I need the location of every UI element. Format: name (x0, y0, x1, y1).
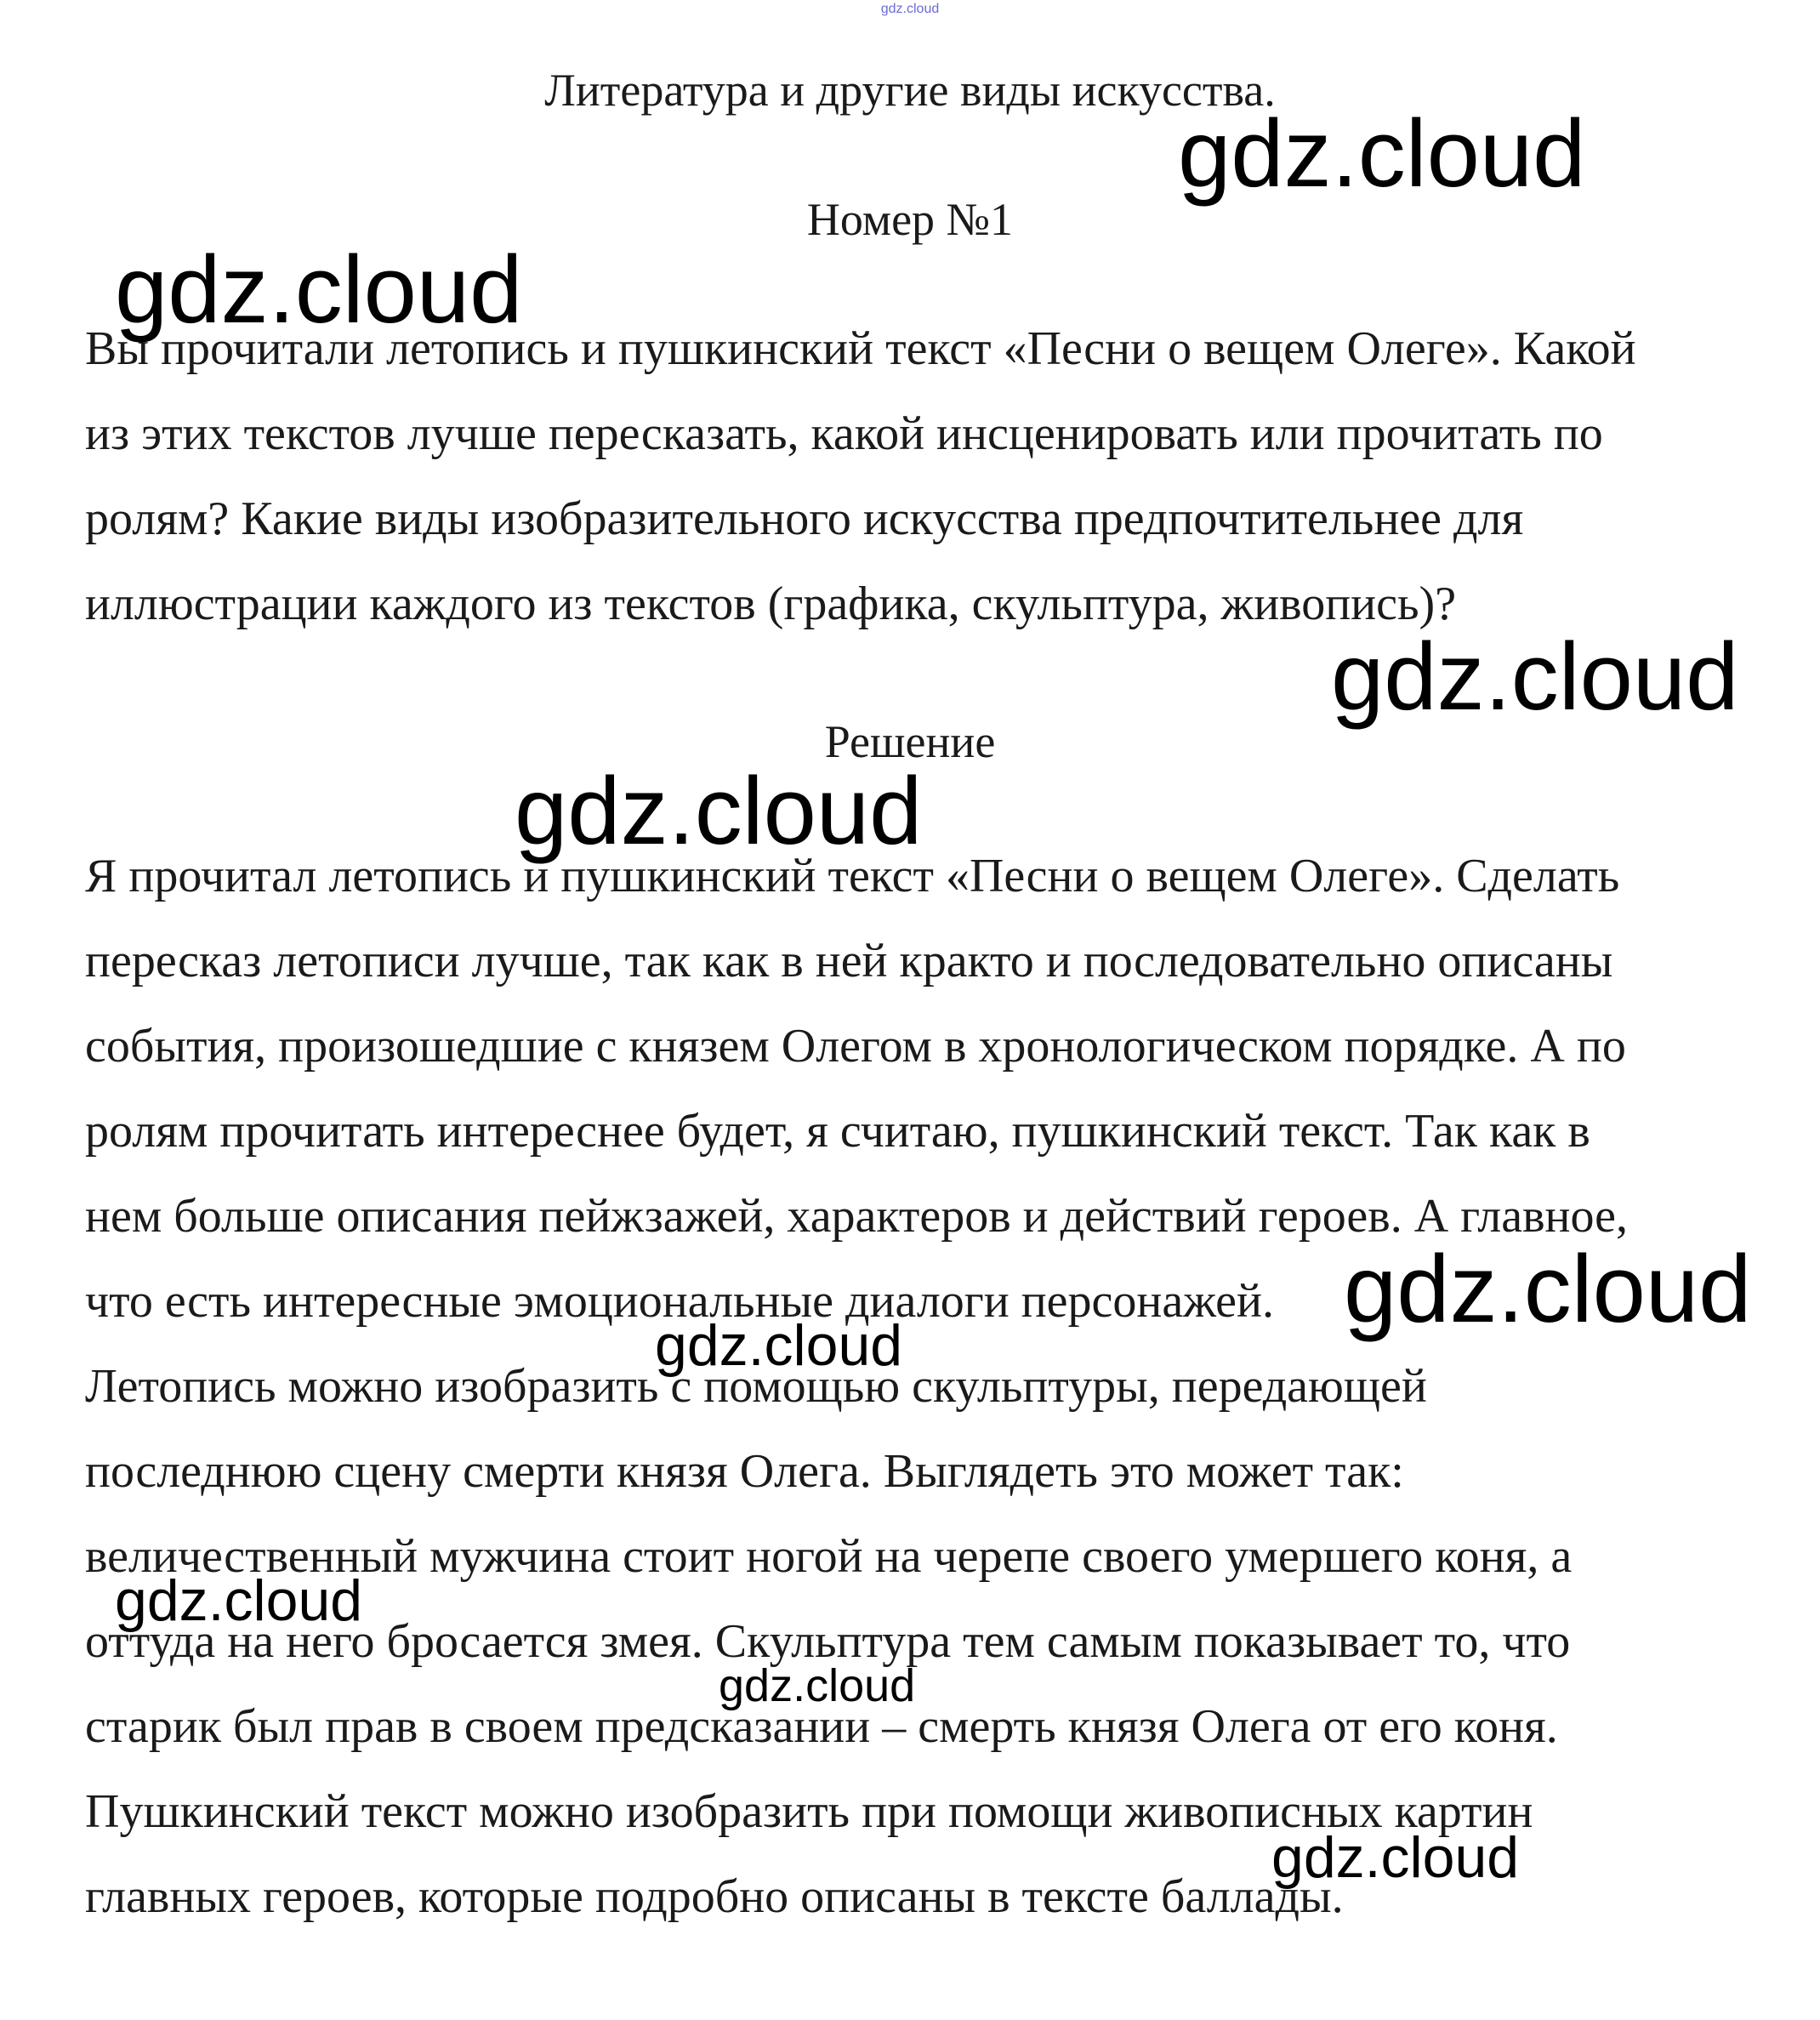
solution-heading: Решение (824, 716, 996, 767)
question-text (85, 306, 1752, 646)
section-heading: Литература и другие виды искусства. (544, 65, 1276, 116)
answer-line: главных героев, которые подробно описаны в тексте баллады. (85, 1870, 1344, 1923)
answer-line: последнюю сцену смерти князя Олега. Выглядеть это может так: (85, 1445, 1404, 1498)
watermark: gdz.cloud (115, 236, 523, 343)
watermark: gdz.cloud (1331, 623, 1739, 730)
answer-line: события, произошедшие с князем Олегом в хронологическом порядке. А по (85, 1020, 1626, 1073)
answer-line: пересказ летописи лучше, так как в ней кракто и последовательно описаны (85, 935, 1613, 987)
answer-line: старик был прав в своем предсказании – смерть князя Олега от его коня. (85, 1700, 1558, 1753)
header-watermark: gdz.cloud (880, 2, 940, 16)
answer-line: оттуда на него бросается змея. Скульптура тем самым показывает то, что (85, 1615, 1571, 1668)
answer-line: Я прочитал летопись и пушкинский текст «Песни о вещем Олеге». Сделать (85, 850, 1620, 902)
answer-text (85, 834, 1752, 1939)
watermark: gdz.cloud (1344, 1236, 1752, 1342)
watermark: gdz.cloud (719, 1660, 916, 1711)
answer-line: нем больше описания пейжзажей, характеров и действий героев. А главное, (85, 1190, 1629, 1243)
question-line: Вы прочитали летопись и пушкинский текст «Песни о вещем Олеге». Какой (85, 322, 1636, 375)
answer-line: Летопись можно изобразить с помощью скульптуры, передающей (85, 1360, 1427, 1413)
exercise-number: Номер №1 (806, 194, 1014, 245)
question-line: из этих текстов лучше пересказать, какой инсценировать или прочитать по (85, 407, 1603, 460)
answer-line: что есть интересные эмоциональные диалоги персонажей. (85, 1275, 1274, 1328)
question-line: ролям? Какие виды изобразительного искусства предпочтительнее для (85, 492, 1524, 545)
answer-line: ролям прочитать интереснее будет, я считаю, пушкинский текст. Так как в (85, 1105, 1590, 1158)
watermark: gdz.cloud (655, 1313, 903, 1378)
watermark: gdz.cloud (115, 1568, 363, 1633)
question-line: иллюстрации каждого из текстов (графика, скульптура, живопись)? (85, 578, 1457, 630)
answer-line: величественный мужчина стоит ногой на черепе своего умершего коня, а (85, 1530, 1573, 1583)
answer-line: Пушкинский текст можно изобразить при помощи живописных картин (85, 1785, 1533, 1838)
watermark: gdz.cloud (515, 758, 923, 864)
watermark: gdz.cloud (1178, 100, 1586, 207)
watermark: gdz.cloud (1271, 1825, 1520, 1890)
